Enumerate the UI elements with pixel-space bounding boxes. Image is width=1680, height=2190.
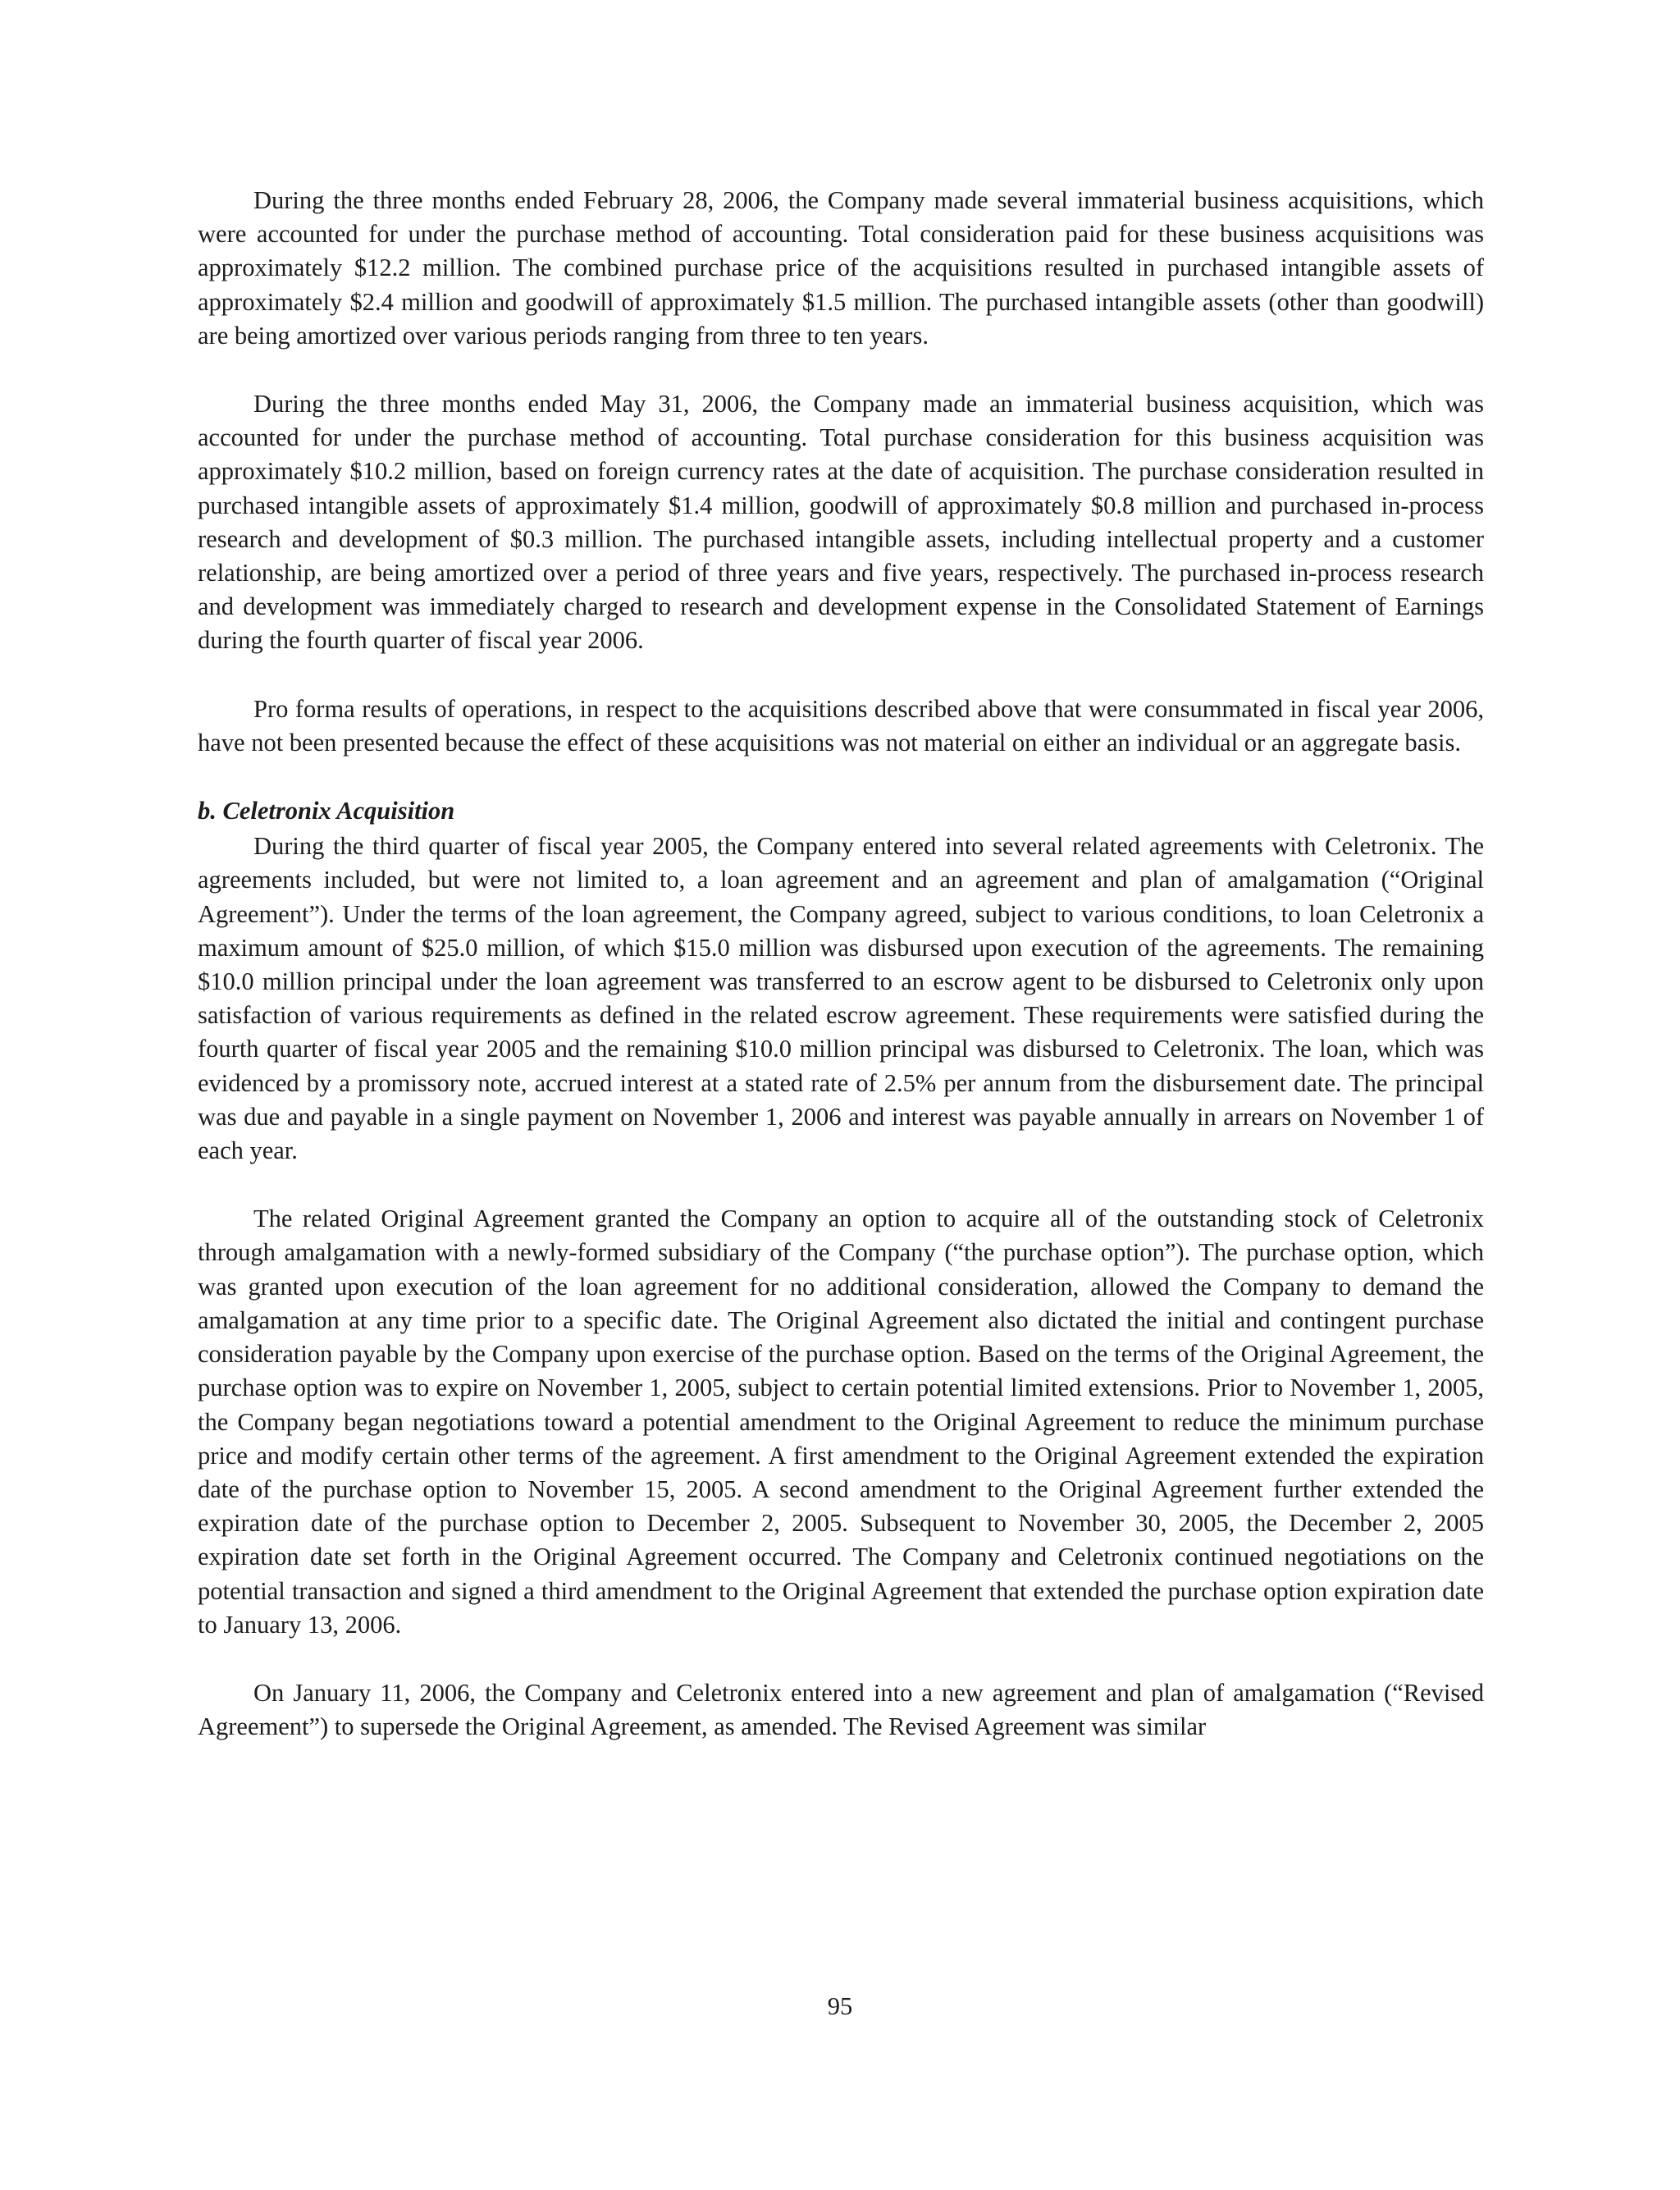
document-page [198,184,1484,1744]
paragraph-spacer [198,1642,1484,1676]
paragraph-revised-agreement: On January 11, 2006, the Company and Celetronix entered into a new agreement and plan of amalgamation (“Revised Agreement”) to supersede the Original Agreement, as amended. The Revised Agreement was similar [198,1678,1484,1741]
paragraph-spacer [198,760,1484,794]
paragraph-spacer [198,353,1484,387]
paragraph-may-2006-acquisition: During the three months ended May 31, 2006, the Company made an immaterial business acquisition, which was accounted for under the purchase method of accounting. Total purchase consideration for this business acquisition was approximately $10.2 million, based on foreign currency rates at the date of acquisition. The purchase consideration resulted in purchased intangible assets of approximately $1.4 million, goodwill of approximately $0.8 million and purchased in-process research and development of $0.3 million. The purchased intangible assets, including intellectual property and a customer relationship, are being amortized over a period of three years and five years, respectively. The purchased in-process research and development was immediately charged to research and development expense in the Consolidated Statement of Earnings during the fourth quarter of fiscal year 2006. [198,390,1484,655]
paragraph-celetronix-loan: During the third quarter of fiscal year 2005, the Company entered into several related agreements with Celetronix. The agreements included, but were not limited to, a loan agreement and an agreement and plan of amalgamation (“Original Agreement”). Under the terms of the loan agreement, the Company agreed, subject to various conditions, to loan Celetronix a maximum amount of $25.0 million, of which $15.0 million was disbursed upon execution of the agreements. The remaining $10.0 million principal under the loan agreement was transferred to an escrow agent to be disbursed to Celetronix only upon satisfaction of various requirements as defined in the related escrow agreement. These requirements were satisfied during the fourth quarter of fiscal year 2005 and the remaining $10.0 million principal was disbursed to Celetronix. The loan, which was evidenced by a promissory note, accrued interest at a stated rate of 2.5% per annum from the disbursement date. The principal was due and payable in a single payment on November 1, 2006 and interest was payable annually in arrears on November 1 of each year. [198,832,1484,1165]
paragraph-pro-forma: Pro forma results of operations, in respect to the acquisitions described above that were consummated in fiscal year 2006, have not been presented because the effect of these acquisitions was not material on either an individual or an aggregate basis. [198,694,1484,757]
paragraph-original-agreement: The related Original Agreement granted the Company an option to acquire all of the outstanding stock of Celetronix through amalgamation with a newly-formed subsidiary of the Company (“the purchase option”). The purchase option, which was granted upon execution of the loan agreement for no additional consideration, allowed the Company to demand the amalgamation at any time prior to a specific date. The Original Agreement also dictated the initial and contingent purchase consideration payable by the Company upon exercise of the purchase option. Based on the terms of the Original Agreement, the purchase option was to expire on November 1, 2005, subject to certain potential limited extensions. Prior to November 1, 2005, the Company began negotiations toward a potential amendment to the Original Agreement to reduce the minimum purchase price and modify certain other terms of the agreement. A first amendment to the Original Agreement extended the expiration date of the purchase option to November 15, 2005. A second amendment to the Original Agreement further extended the expiration date of the purchase option to December 2, 2005. Subsequent to November 30, 2005, the December 2, 2005 expiration date set forth in the Original Agreement occurred. The Company and Celetronix continued negotiations on the potential transaction and signed a third amendment to the Original Agreement that extended the purchase option expiration date to January 13, 2006. [198,1205,1484,1639]
paragraph-spacer [198,1168,1484,1202]
paragraph-spacer [198,658,1484,693]
section-heading-celetronix: b. Celetronix Acquisition [198,797,455,825]
page-number: 95 [827,1992,853,2020]
paragraph-feb-2006-acquisitions: During the three months ended February 28, 2006, the Company made several immaterial business acquisitions, which were accounted for under the purchase method of accounting. Total consideration paid for these business acquisitions was approximately $12.2 million. The combined purchase price of the acquisitions resulted in purchased intangible assets of approximately $2.4 million and goodwill of approximately $1.5 million. The purchased intangible assets (other than goodwill) are being amortized over various periods ranging from three to ten years. [198,186,1484,350]
